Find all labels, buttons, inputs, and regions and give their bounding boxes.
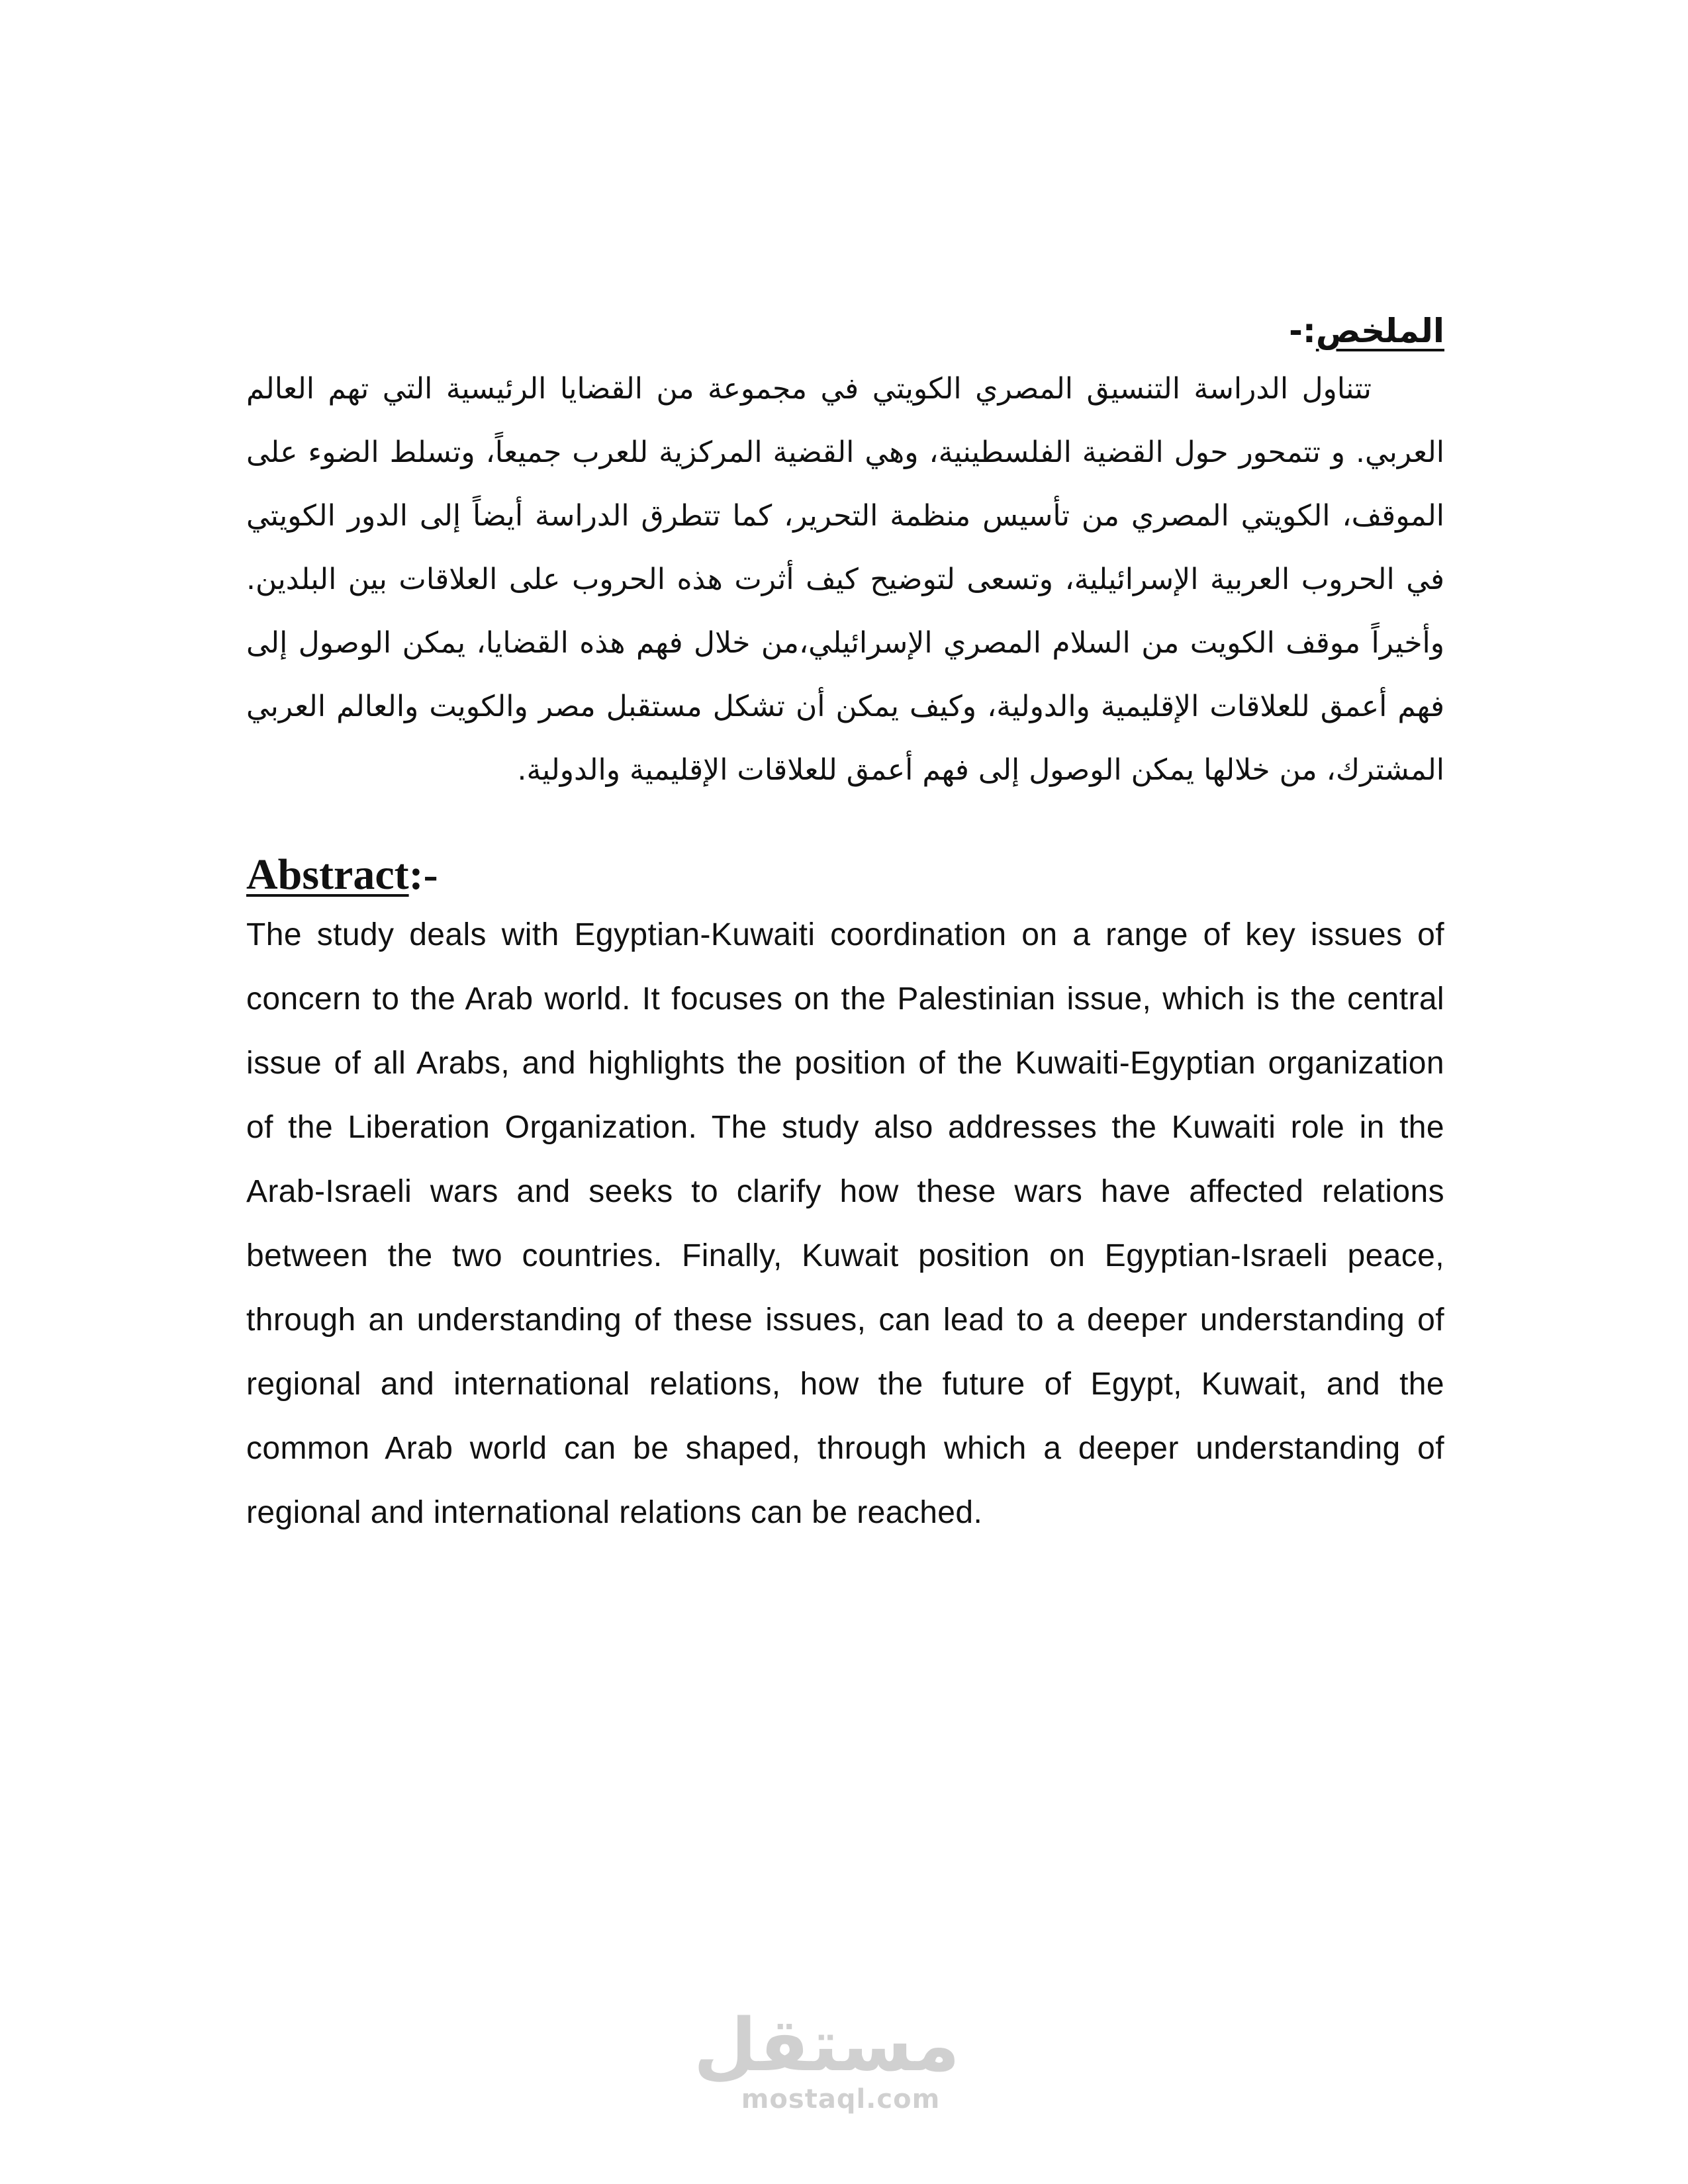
arabic-summary-body: تتناول الدراسة التنسيق المصري الكويتي في مجموعة من القضايا الرئيسية التي تهم العالم العربي. و تتمحور حول القضية الفلسطينية، وهي القضية المركزية للعرب جميعاً، وتسلط الضوء على الموقف، الكويتي المصري من تأسيس منظمة التحرير، كما تتطرق الدراسة أيضاً إلى الدور الكويتي في الحروب العربية الإسرائيلية، وتسعى لتوضيح كيف أثرت هذه الحروب على العلاقات بين البلدين. وأخيراً موقف الكويت من السلام المصري الإسرائيلي،من خلال فهم هذه القضايا، يمكن الوصول إلى فهم أعمق للعلاقات الإقليمية والدولية، وكيف يمكن أن تشكل مستقبل مصر والكويت والعالم العربي المشترك، من خلالها يمكن الوصول إلى فهم أعمق للعلاقات الإقليمية والدولية. <box>246 372 1444 787</box>
arabic-summary-heading <box>246 304 1444 357</box>
arabic-summary-heading-suffix: :- <box>1289 312 1316 350</box>
english-abstract-body: The study deals with Egyptian-Kuwaiti coordination on a range of key issues of concern to the Arab world. It focuses on the Palestinian issue, which is the central issue of all Arabs, and highlights the position of the Kuwaiti-Egyptian organization of the Liberation Organization. The study also addresses the Kuwaiti role in the Arab-Israeli wars and seeks to clarify how these wars have affected relations between the two countries. Finally, Kuwait position on Egyptian-Israeli peace, through an understanding of these issues, can lead to a deeper understanding of regional and international relations, how the future of Egypt, Kuwait, and the common Arab world can be shaped, through which a deeper understanding of regional and international relations can be reached. <box>246 917 1444 1530</box>
english-abstract-heading <box>246 847 1444 903</box>
arabic-summary-heading-text: الملخص <box>1315 312 1444 350</box>
mostaql-site-text: mostaql.com <box>741 2084 941 2115</box>
arabic-summary-section <box>246 304 1444 802</box>
english-abstract-heading-text: Abstract <box>246 850 409 899</box>
mostaql-logo: مستقل <box>693 2003 960 2087</box>
mostaql-watermark <box>693 2003 960 2115</box>
english-abstract-heading-suffix: :- <box>408 850 438 899</box>
english-abstract-section <box>246 847 1444 1545</box>
